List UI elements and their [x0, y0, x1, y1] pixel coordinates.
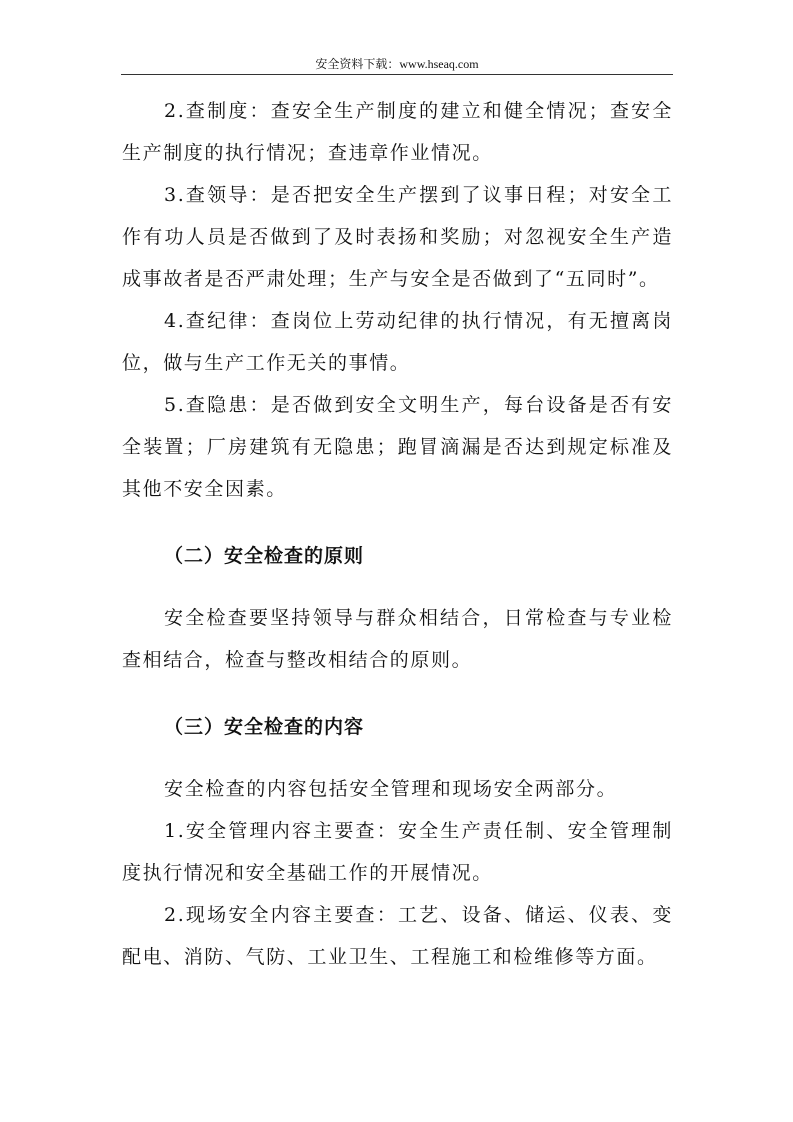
spacer — [122, 577, 673, 597]
paragraph-check-system: 2.查制度：查安全生产制度的建立和健全情况；查安全生产制度的执行情况；查违章作业情况。 — [122, 100, 673, 164]
paragraph-check-hazards: 5.查隐患：是否做到安全文明生产，每台设备是否有安全装置；厂房建筑有无隐患；跑冒滴漏是否达到规定标准及其他不安全因素。 — [122, 394, 673, 500]
paragraph-principles: 安全检查要坚持领导与群众相结合，日常检查与专业检查相结合，检查与整改相结合的原则。 — [122, 607, 673, 671]
paragraph-check-leadership: 3.查领导：是否把安全生产摆到了议事日程；对安全工作有功人员是否做到了及时表扬和奖励；对忽视安全生产造成事故者是否严肃处理；生产与安全是否做到了“五同时”。 — [122, 184, 673, 290]
section-heading-principles: （二）安全检查的原则 — [164, 545, 365, 567]
spacer — [122, 748, 673, 768]
document-body — [122, 90, 673, 978]
paragraph-check-discipline: 4.查纪律：查岗位上劳动纪律的执行情况，有无擅离岗位，做与生产工作无关的事情。 — [122, 310, 673, 374]
paragraph-management-content: 1.安全管理内容主要查：安全生产责任制、安全管理制度执行情况和安全基础工作的开展情况。 — [122, 820, 673, 884]
spacer — [122, 510, 673, 535]
spacer — [122, 681, 673, 706]
paragraph-site-content: 2.现场安全内容主要查：工艺、设备、储运、仪表、变配电、消防、气防、工业卫生、工程施工和检维修等方面。 — [122, 904, 673, 968]
page-header: 安全资料下载：www.hseaq.com — [121, 56, 673, 75]
section-heading-content: （三）安全检查的内容 — [164, 716, 365, 738]
paragraph-content-intro: 安全检查的内容包括安全管理和现场安全两部分。 — [164, 778, 618, 800]
